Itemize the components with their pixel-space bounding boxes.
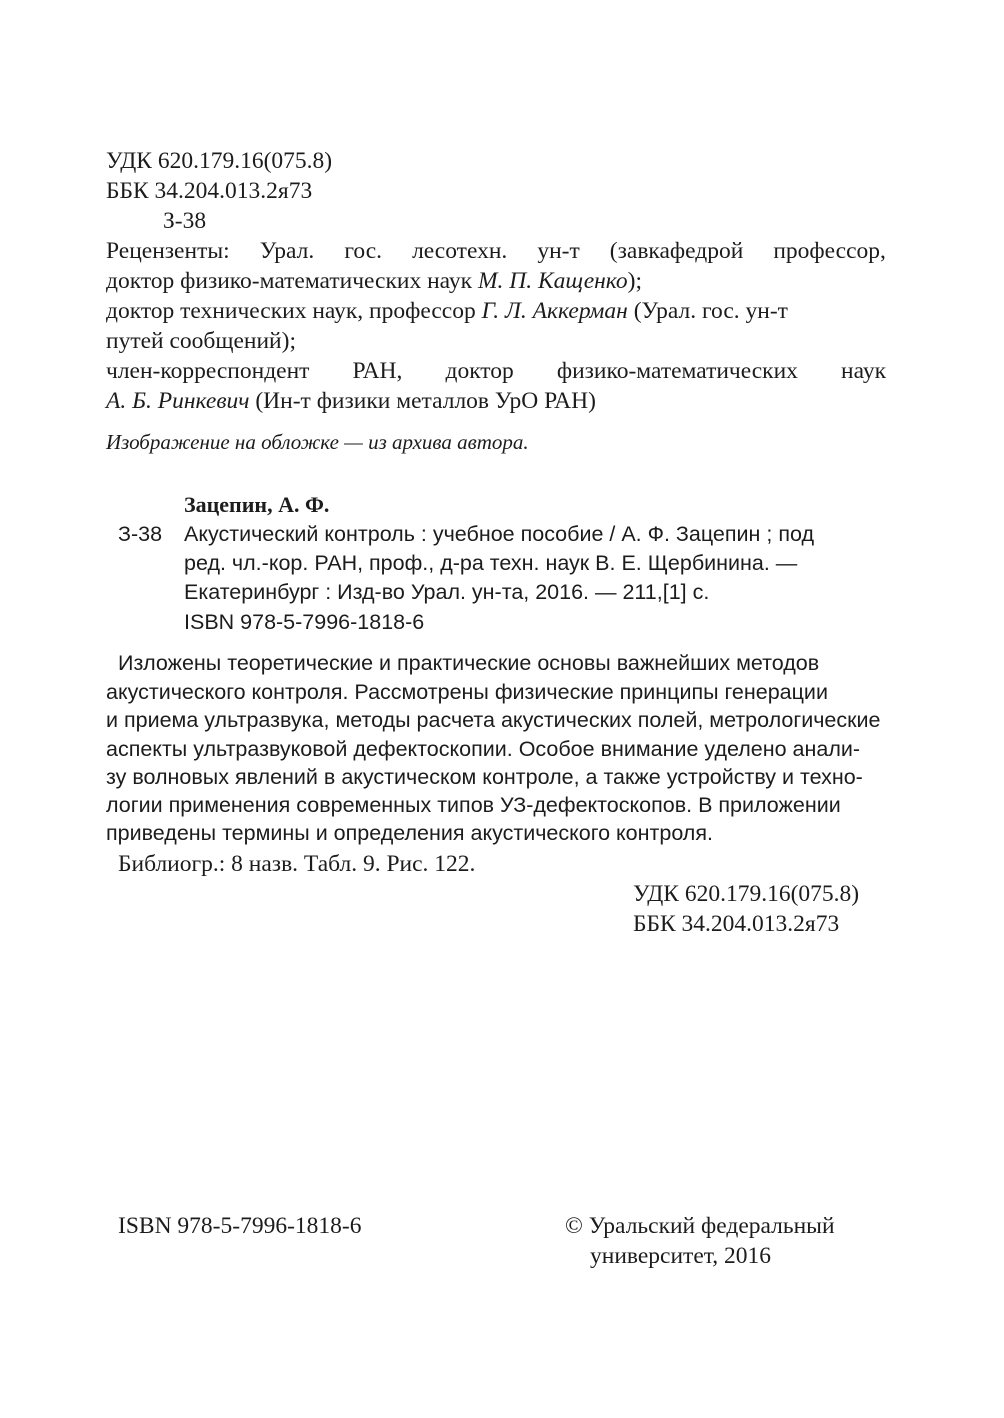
copyright-line-1: © Уральский федеральный — [565, 1213, 835, 1239]
card-line-3: Екатеринбург : Изд-во Урал. ун-та, 2016. — 211,[1] с. — [184, 580, 710, 604]
abstract-line: логии применения современных типов УЗ-дефектоскопов. В приложении — [106, 793, 841, 817]
cover-note: Изображение на обложке — из архива автора. — [106, 430, 529, 454]
bbk-code: ББК 34.204.013.2я73 — [106, 178, 313, 204]
reviewers-line-6: А. Б. Ринкевич (Ин-т физики металлов УрО РАН) — [106, 388, 596, 414]
card-code: З-38 — [118, 522, 163, 546]
card-author: Зацепин, А. Ф. — [184, 492, 330, 517]
abstract-line: зу волновых явлений в акустическом контроле, а также устройству и техно- — [106, 765, 863, 789]
reviewers-line-2: доктор физико-математических наук М. П. Кащенко); — [106, 268, 642, 294]
reviewers-line-5: член-корреспондент РАН, доктор физико-математических наук — [106, 358, 886, 384]
abstract-line: Изложены теоретические и практические основы важнейших методов — [118, 651, 820, 675]
copyright-line-2: университет, 2016 — [590, 1243, 772, 1269]
udk-code: УДК 620.179.16(075.8) — [106, 148, 333, 174]
author-code: З-38 — [163, 208, 207, 234]
reviewers-line-1: Рецензенты: Урал. гос. лесотехн. ун-т (завкафедрой профессор, — [106, 238, 886, 264]
reviewers-line-3: доктор технических наук, профессор Г. Л. Аккерман (Урал. гос. ун-т — [106, 298, 788, 324]
bibliography-note: Библиогр.: 8 назв. Табл. 9. Рис. 122. — [118, 851, 476, 877]
bbk-code-bottom: ББК 34.204.013.2я73 — [633, 911, 840, 937]
abstract-line: приведены термины и определения акустического контроля. — [106, 821, 713, 845]
reviewers-line-4: путей сообщений); — [106, 328, 296, 354]
isbn-footer: ISBN 978-5-7996-1818-6 — [118, 1213, 362, 1239]
abstract-line: и приема ультразвука, методы расчета акустических полей, метрологические — [106, 708, 881, 732]
card-isbn: ISBN 978-5-7996-1818-6 — [184, 610, 425, 634]
card-line-1: Акустический контроль : учебное пособие / А. Ф. Зацепин ; под — [184, 522, 815, 546]
abstract-line: акустического контроля. Рассмотрены физические принципы генерации — [106, 680, 828, 704]
abstract-line: аспекты ультразвуковой дефектоскопии. Особое внимание уделено анали- — [106, 737, 861, 761]
card-line-2: ред. чл.-кор. РАН, проф., д-ра техн. наук В. Е. Щербинина. — — [184, 551, 798, 575]
udk-code-bottom: УДК 620.179.16(075.8) — [633, 881, 860, 907]
